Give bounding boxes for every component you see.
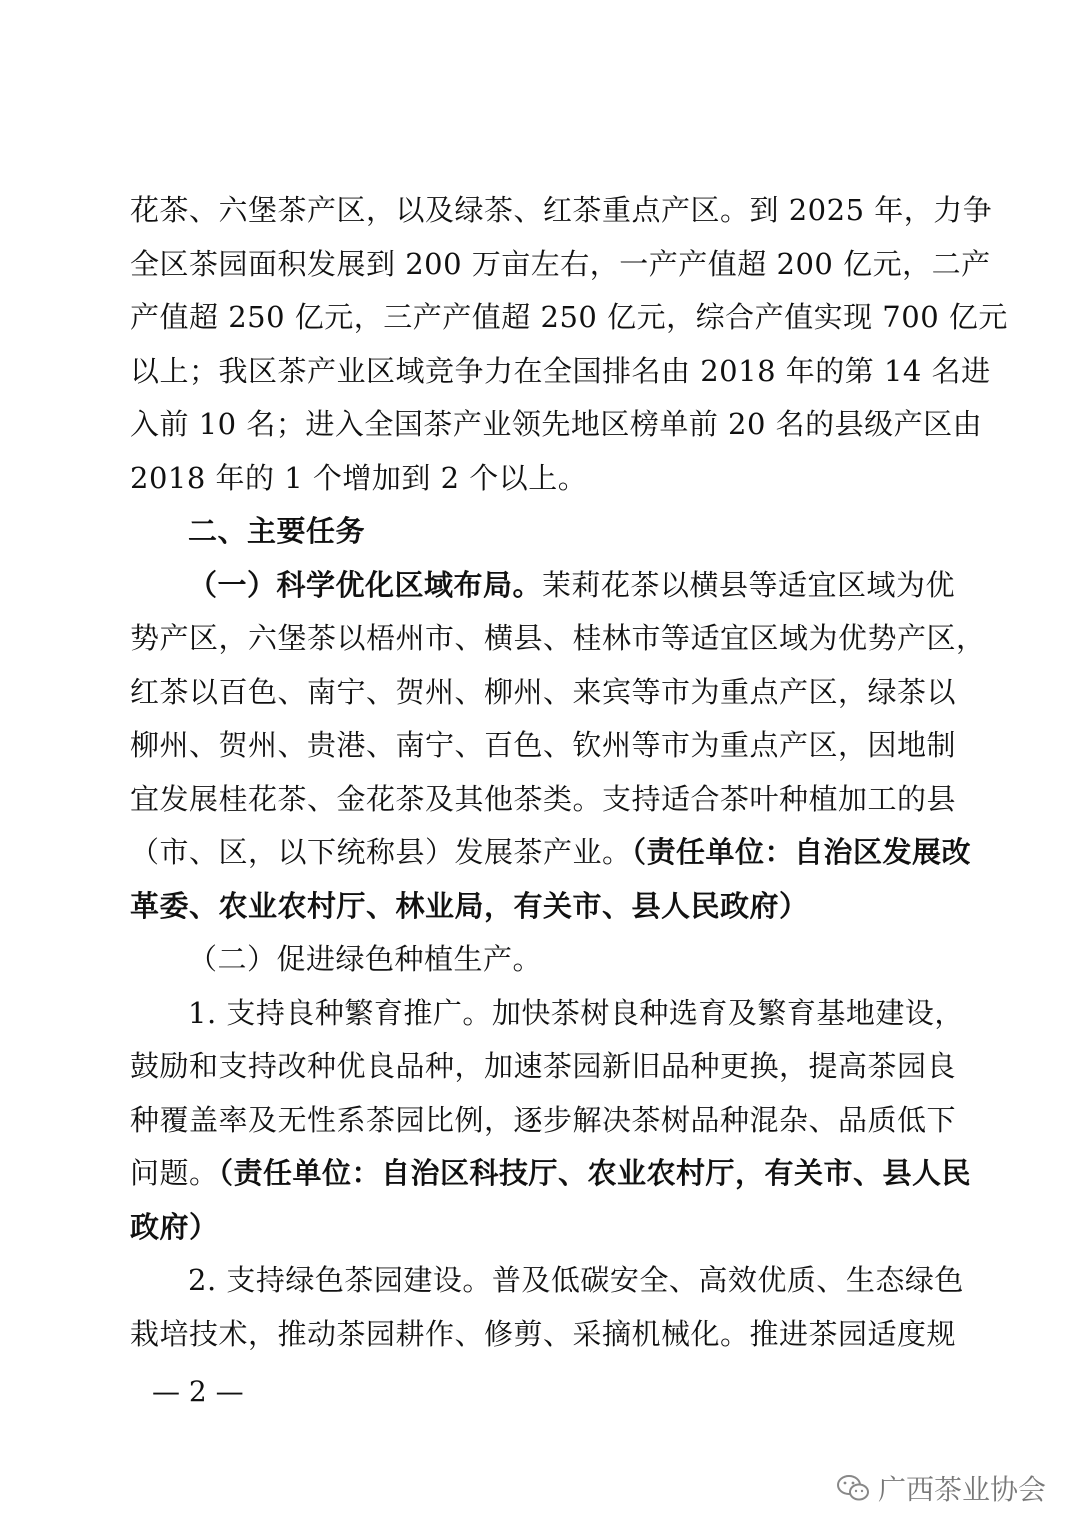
page-number: — 2 — [152, 1375, 244, 1408]
text-line: 1. 支持良种繁育推广。加快茶树良种选育及繁育基地建设， [188, 995, 964, 1030]
text-line [130, 880, 950, 934]
responsibility-note: 政府） [130, 1209, 219, 1244]
section-heading: 二、主要任务 [188, 514, 366, 548]
responsibility-note: （责任单位：自治区发展改 [631, 835, 972, 869]
subsection-title: （一）科学优化区域布局。 [188, 567, 543, 602]
text-line: 全区茶园面积发展到 200 万亩左右，一产产值超 200 亿元，二产 [130, 246, 991, 281]
watermark-text: 广西茶业协会 [877, 1473, 1046, 1506]
responsibility-note: （责任单位：自治区科技厅、农业农村厅，有关市、县人民 [218, 1156, 972, 1190]
subsection-title: （二）促进绿色种植生产。 [188, 942, 543, 976]
text-line [130, 559, 956, 613]
text-line: 栽培技术，推动茶园耕作、修剪、采摘机械化。推进茶园适度规 [130, 1316, 957, 1351]
text-line: 花茶、六堡茶产区，以及绿茶、红茶重点产区。到 2025 年，力争 [130, 193, 993, 227]
text-line [130, 826, 972, 880]
responsibility-note: 革委、农业农村厅、林业局，有关市、县人民政府） [130, 888, 809, 923]
watermark [836, 1468, 1046, 1508]
text-span: （市、区，以下统称县）发展茶产业。 [130, 835, 632, 869]
document-body [130, 184, 1008, 1361]
text-line: 入前 10 名；进入全国茶产业领先地区榜单前 20 名的县级产区由 [130, 407, 983, 441]
text-line: 2018 年的 1 个增加到 2 个以上。 [130, 460, 588, 495]
text-line: 柳州、贺州、贵港、南宁、百色、钦州等市为重点产区，因地制 [130, 728, 957, 762]
text-line: 种覆盖率及无性系茶园比例，逐步解决茶树品种混杂、品质低下 [130, 1102, 957, 1137]
text-line: 产值超 250 亿元，三产产值超 250 亿元，综合产值实现 700 亿元 [130, 300, 1008, 334]
text-line: 红茶以百色、南宁、贺州、柳州、来宾等市为重点产区，绿茶以 [130, 674, 957, 709]
text-line: 宜发展桂花茶、金花茶及其他茶类。支持适合茶叶种植加工的县 [130, 781, 957, 816]
text-line: 2. 支持绿色茶园建设。普及低碳安全、高效优质、生态绿色 [188, 1263, 964, 1297]
text-line: 鼓励和支持改种优良品种，加速茶园新旧品种更换，提高茶园良 [130, 1049, 957, 1083]
text-span: 问题。 [130, 1156, 219, 1190]
text-line: 以上；我区茶产业区域竞争力在全国排名由 2018 年的第 14 名进 [130, 353, 991, 388]
text-span: 茉莉花茶以横县等适宜区域为优 [542, 567, 956, 602]
text-line [130, 1201, 950, 1255]
text-line: 势产区，六堡茶以梧州市、横县、桂林市等适宜区域为优势产区， [130, 621, 986, 655]
wechat-icon [836, 1473, 870, 1503]
text-line [130, 1147, 972, 1201]
